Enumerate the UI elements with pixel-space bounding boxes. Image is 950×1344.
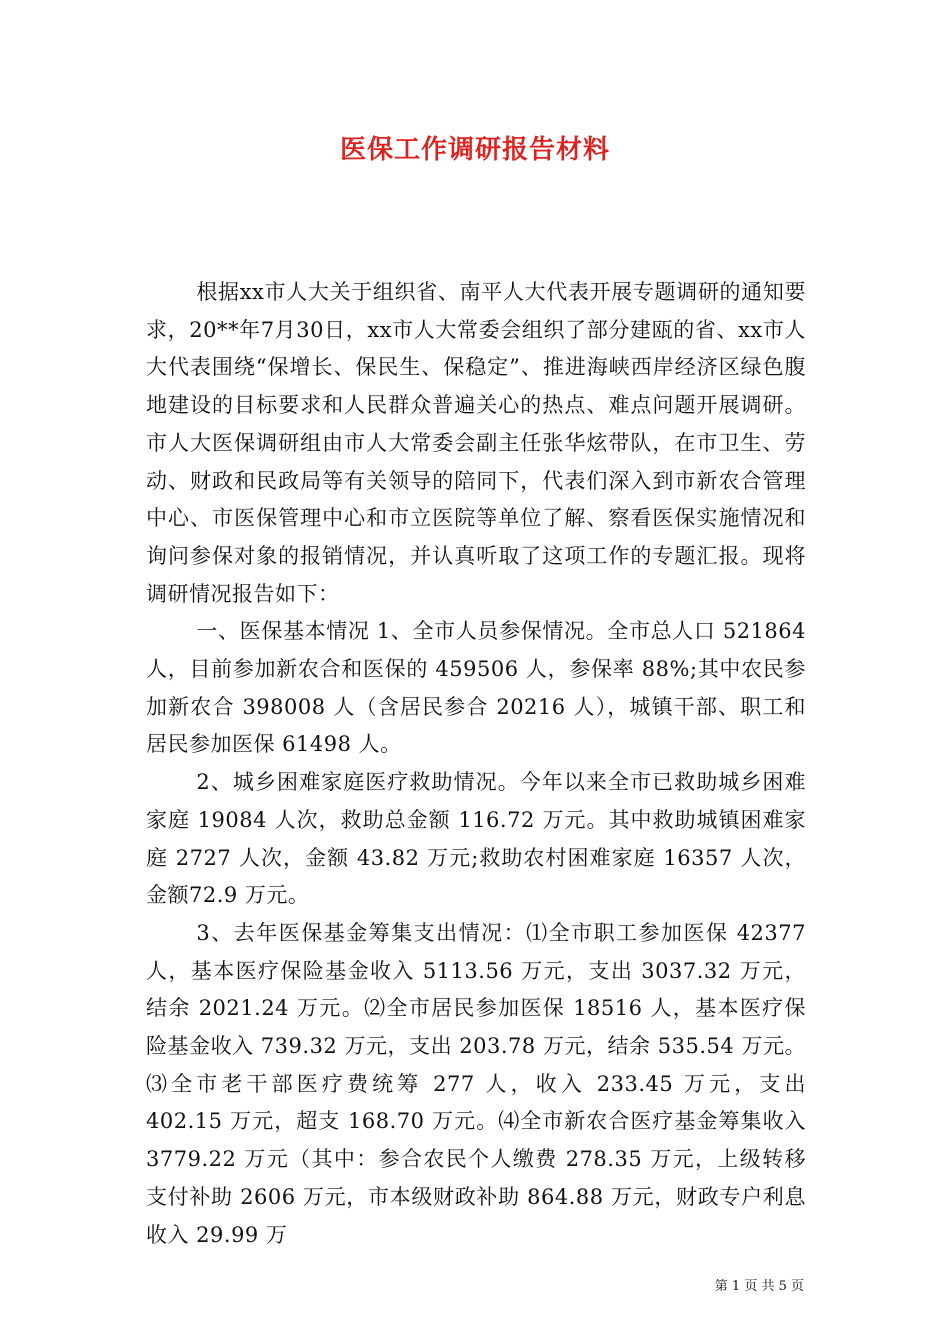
paragraph: 一、医保基本情况 1、全市人员参保情况。全市总人口 521864 人，目前参加新农合和医保的 459506 人，参保率 88%;其中农民参加新农合 398008 人（含居民参合 20216 人），城镇干部、职工和居民参加医保 61498 人。	[146, 619, 806, 757]
paragraph: 2、城乡困难家庭医疗救助情况。今年以来全市已救助城乡困难家庭 19084 人次，救助总金额 116.72 万元。其中救助城镇困难家庭 2727 人次，金额 43.82 万元;救助农村困难家庭 16357 人次，金额72.9 万元。	[146, 770, 806, 908]
page-number: 第 1 页 共 5 页	[714, 1279, 804, 1294]
paragraph: 3、去年医保基金筹集支出情况：⑴全市职工参加医保 42377 人，基本医疗保险基金收入 5113.56 万元，支出 3037.32 万元，结余 2021.24 万元。⑵全市居民参加医保 18516 人，基本医疗保险基金收入 739.32 万元，支出 203.78 万元，结余 535.54 万元。⑶全市老干部医疗费统筹 277 人，收入 233.45 万元，支出 402.15 万元，超支 168.70 万元。⑷全市新农合医疗基金筹集收入 3779.22 万元（其中：参合农民个人缴费 278.35 万元，上级转移支付补助 2606 万元，市本级财政补助 864.88 万元，财政专户利息收入 29.99 万	[146, 920, 807, 1247]
paragraph: 根据xx市人大关于组织省、南平人大代表开展专题调研的通知要求，20**年7月30日，xx市人大常委会组织了部分建瓯的省、xx市人大代表围绕“保增长、保民生、保稳定”、推进海峡西岸经济区绿色腹地建设的目标要求和人民群众普遍关心的热点、难点问题开展调研。市人大医保调研组由市人大常委会副主任张华炫带队，在市卫生、劳动、财政和民政局等有关领导的陪同下，代表们深入到市新农合管理中心、市医保管理中心和市立医院等单位了解、察看医保实施情况和询问参保对象的报销情况，并认真听取了这项工作的专题汇报。现将调研情况报告如下：	[146, 280, 806, 606]
document-body	[146, 274, 806, 1254]
page-title: 医保工作调研报告材料	[339, 135, 610, 165]
